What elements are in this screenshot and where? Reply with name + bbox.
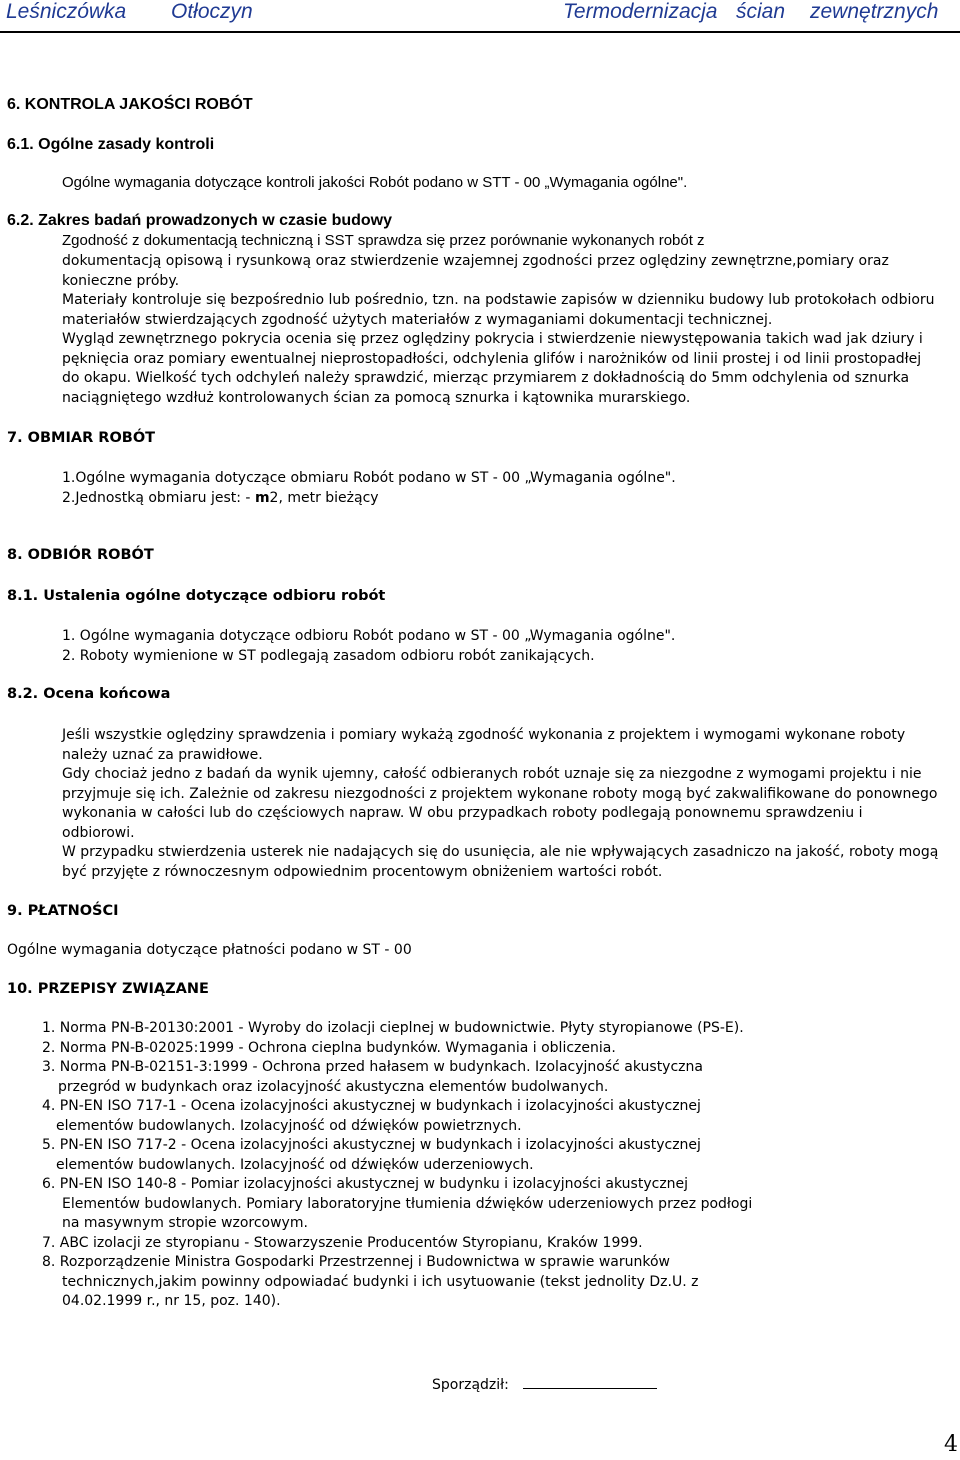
list-item-continuation: 04.02.1999 r., nr 15, poz. 140). (62, 1293, 281, 1309)
body-line: pęknięcia oraz pomiary ewentualnej nieprostopadłości, odchylenia glifów i narożników od linii prostej i od linii prostopadłej (62, 350, 922, 367)
body-line: wykonania w całości lub do częściowych napraw. W obu przypadkach roboty podlegają ponownemu sprawdzeniu i (62, 805, 863, 821)
section-6-title: 6. KONTROLA JAKOŚCI ROBÓT (7, 96, 253, 113)
list-item-continuation: elementów budowlanych. Izolacyjność od dźwięków powietrznych. (56, 1117, 522, 1134)
section-6-2-title: 6.2. Zakres badań prowadzonych w czasie budowy (7, 212, 392, 229)
list-item: 2. Norma PN-B-02025:1999 - Ochrona cieplna budynków. Wymagania i obliczenia. (42, 1039, 616, 1056)
list-item: 7. ABC izolacji ze styropianu - Stowarzyszenie Producentów Styropianu, Kraków 1999. (42, 1234, 643, 1251)
header-location-1: Leśniczówka (6, 0, 127, 23)
body-line: Jeśli wszystkie oględziny sprawdzenia i pomiary wykażą zgodność wykonania z projektem i wymogami wykonane roboty (62, 727, 906, 743)
signature-line (523, 1374, 657, 1389)
section-8-2-title: 8.2. Ocena końcowa (7, 686, 171, 702)
body-line: dokumentacją opisową i rysunkową oraz stwierdzenie wzajemnej zgodności przez oględziny zewnętrzne,pomiary oraz (62, 253, 889, 269)
signature-block (432, 1374, 657, 1396)
header-title-2: ścian (736, 0, 786, 23)
section-7-title: 7. OBMIAR ROBÓT (7, 430, 156, 446)
header-title-3: zewnętrznych (810, 0, 939, 23)
section-9-text: Ogólne wymagania dotyczące płatności podano w ST - 00 (7, 942, 412, 958)
list-item-continuation: technicznych,jakim powinny odpowiadać budynki i ich usytuowanie (tekst jednolity Dz.U. z (62, 1273, 699, 1290)
list-item: 4. PN-EN ISO 717-1 - Ocena izolacyjności akustycznej w budynkach i izolacyjności akustycznej (42, 1098, 701, 1114)
section-8-title: 8. ODBIÓR ROBÓT (7, 547, 154, 563)
list-item-continuation: na masywnym stropie wzorcowym. (62, 1215, 308, 1231)
section-8-2-body (62, 726, 938, 882)
item-2-prefix: 2.Jednostką obmiaru jest: - (62, 490, 255, 506)
section-6-1-text: Ogólne wymagania dotyczące kontroli jakości Robót podano w STT - 00 „Wymagania ogólne". (62, 174, 688, 191)
body-line: do okapu. Wielkość tych odchyleń należy sprawdzić, mierząc przymiarem z dokładnością do 5mm odchylenia od sznurka (62, 370, 910, 386)
body-line: być przyjęte z równoczesnym odpowiednim procentowym obniżeniem wartości robót. (62, 863, 663, 880)
item-2-suffix: 2, metr bieżący (269, 490, 379, 506)
section-10-title: 10. PRZEPISY ZWIĄZANE (7, 981, 209, 997)
body-line: naciągniętego wzdłuż kontrolowanych ścian za pomocą sznurka i kątownika murarskiego. (62, 389, 691, 406)
list-item: 1. Norma PN-B-20130:2001 - Wyroby do izolacji cieplnej w budownictwie. Płyty styropianowe (PS-E). (42, 1020, 744, 1036)
body-line: Wygląd zewnętrznego pokrycia ocenia się przez oględziny pokrycia i stwierdzenie niewystępowania takich wad jak dziury i (62, 331, 923, 347)
list-item: 2. Roboty wymienione w ST podlegają zasadom odbioru robót zanikających. (62, 647, 595, 664)
list-item: 5. PN-EN ISO 717-2 - Ocena izolacyjności akustycznej w budynkach i izolacyjności akustycznej (42, 1137, 701, 1153)
body-line: Gdy chociaż jedno z badań da wynik ujemny, całość odbieranych robót uznaje się za niezgodne z wymogami projektu i nie (62, 766, 922, 782)
list-item: 1. Ogólne wymagania dotyczące odbioru Robót podano w ST - 00 „Wymagania ogólne". (62, 628, 676, 644)
body-line: Materiały kontroluje się bezpośrednio lub pośrednio, tzn. na podstawie zapisów w dzienniku budowy lub protokołach odbioru (62, 292, 935, 308)
item-2-unit: m (254, 490, 270, 506)
body-line: konieczne próby. (62, 272, 180, 289)
section-9-title: 9. PŁATNOŚCI (7, 903, 119, 919)
list-item: 6. PN-EN ISO 140-8 - Pomiar izolacyjności akustycznej w budynku i izolacyjności akustycznej (42, 1176, 689, 1192)
list-item-continuation: elementów budowlanych. Izolacyjność od dźwięków uderzeniowych. (56, 1156, 534, 1173)
page-number: 4 (944, 1432, 958, 1457)
section-8-1-title: 8.1. Ustalenia ogólne dotyczące odbioru robót (7, 588, 386, 604)
list-item: 3. Norma PN-B-02151-3:1999 - Ochrona przed hałasem w budynkach. Izolacyjność akustyczna (42, 1059, 703, 1075)
section-10-list (42, 1019, 752, 1312)
body-line: przyjmuje się ich. Zależnie od zakresu niezgodności z projektem wykonane roboty mogą być zakwalifikowane do ponownego (62, 785, 938, 802)
section-7-item-1: 1.Ogólne wymagania dotyczące obmiaru Robót podano w ST - 00 „Wymagania ogólne". (62, 470, 676, 486)
list-item: 8. Rozporządzenie Ministra Gospodarki Przestrzennej i Budownictwa w sprawie warunków (42, 1254, 670, 1270)
body-line: W przypadku stwierdzenia usterek nie nadających się do usunięcia, ale nie wpływających zasadniczo na jakość, roboty mogą (62, 844, 939, 860)
body-line: należy uznać za prawidłowe. (62, 746, 263, 763)
header-rule (0, 31, 960, 33)
section-6-1-title: 6.1. Ogólne zasady kontroli (7, 136, 215, 153)
signature-label: Sporządził: (432, 1377, 509, 1393)
body-line: odbiorowi. (62, 824, 135, 841)
header-title-1: Termodernizacja (563, 0, 718, 23)
section-8-1-list (62, 627, 675, 666)
list-item-continuation: przegród w budynkach oraz izolacyjność akustyczna elementów budolwanych. (58, 1078, 609, 1095)
list-item-continuation: Elementów budowlanych. Pomiary laboratoryjne tłumienia dźwięków uderzeniowych przez podłogi (62, 1195, 753, 1212)
section-6-2-body (62, 252, 935, 408)
section-6-2-intro: Zgodność z dokumentacją techniczną i SST sprawdza się przez porównanie wykonanych robót z (62, 232, 705, 249)
header-location-2: Otłoczyn (171, 0, 253, 23)
body-line: materiałów stwierdzających zgodność użytych materiałów z wymaganiami dokumentacji technicznej. (62, 311, 773, 328)
section-7-item-2 (62, 489, 379, 509)
